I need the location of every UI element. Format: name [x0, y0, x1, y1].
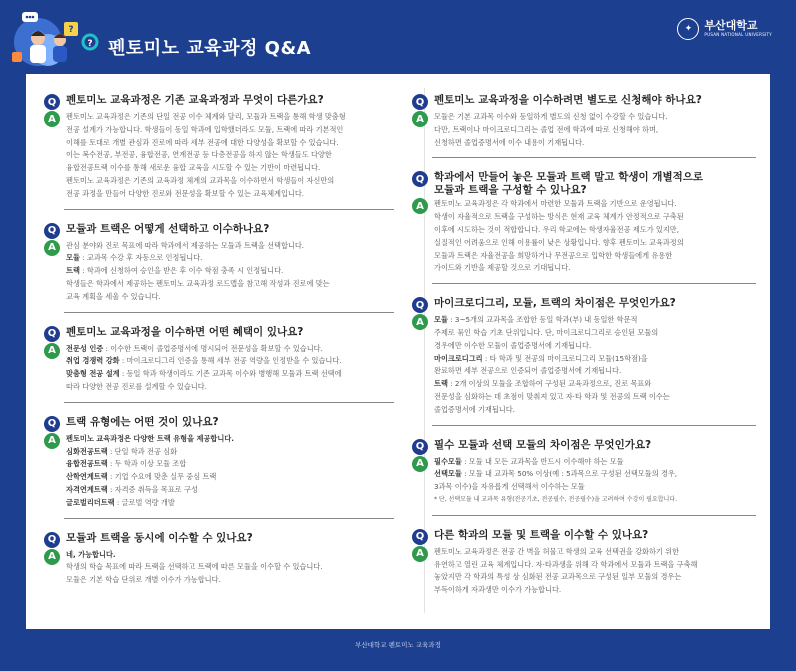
answer-text: [434, 314, 670, 416]
answer-line: 맞춤형 전공 설계 : 동일 학과 학생이라도 기존 교과목 이수와 병행해 모듈과 트랙 선택에: [66, 369, 342, 379]
answer-line: 트랙 : 2개 이상의 모듈을 조합하여 구성된 교육과정으로, 진로 목표와: [434, 379, 652, 389]
question-badge-icon: Q: [44, 416, 60, 432]
question-badge-icon: Q: [44, 94, 60, 110]
answer-badge-icon: A: [412, 456, 428, 472]
answer-line: 3과목 이수)을 자유롭게 선택해서 이수하는 모듈: [434, 482, 585, 492]
question-badge-icon: Q: [44, 223, 60, 239]
logo-subtitle: PUSAN NATIONAL UNIVERSITY: [704, 32, 772, 37]
qa-item: [412, 529, 756, 597]
answer-line: 모듈과 트랙은 자율전공을 희망하거나 무전공으로 입학한 학생들에게 유용한: [434, 250, 673, 260]
answer-line: 필수모듈 : 모듈 내 모든 교과목을 반드시 이수해야 하는 모듈: [434, 456, 624, 466]
question-badge-icon: Q: [44, 532, 60, 548]
answer-line: 놓았지만 각 학과의 특성 상 심화된 전공 교과목으로 구성된 일부 모듈의 경우는: [434, 572, 682, 582]
qa-item: [44, 94, 394, 210]
question-text: 펜토미노 교육과정을 이수하려면 별도로 신청해야 하나요?: [434, 94, 702, 106]
answer-line: 가이드와 기반을 제공할 것으로 기대됩니다.: [434, 263, 571, 273]
answer-text: [66, 343, 342, 394]
answer-text: [66, 549, 323, 587]
answer-line: 융합전공트랙 : 두 학과 이상 모듈 조합: [66, 459, 187, 469]
answer-line: 경우에만 이수한 모듈이 졸업증명서에 기재됩니다.: [434, 340, 592, 350]
answer-key-term: 자격연계트랙: [66, 484, 108, 494]
answer-key-term: 심화전공트랙: [66, 446, 108, 456]
university-seal-icon: ✦: [677, 18, 699, 40]
answer-line: 다만, 트랙이나 마이크로디그리는 졸업 전에 학과에 따로 신청해야 하며,: [434, 124, 659, 134]
answer-line: 마이크로디그리 : 타 학과 및 전공의 마이크로디그리 모듈(15학점)을: [434, 353, 648, 363]
answer-line: 학생의 학습 목표에 따라 트랙을 선택하고 트랙에 따른 모듈을 이수할 수 있습니다.: [66, 562, 323, 572]
svg-text:?: ?: [87, 39, 93, 49]
qa-item: [44, 326, 394, 403]
answer-line: 모듈은 기본 교과목 이수와 동일하게 별도의 신청 없이 수강할 수 있습니다.: [434, 112, 668, 121]
answer-line: 선택모듈 : 모듈 내 교과목 50% 이상(예 : 5과목으로 구성된 선택모듈의 경우,: [434, 469, 678, 479]
answer-badge-icon: A: [412, 314, 428, 330]
answer-badge-icon: A: [44, 433, 60, 449]
answer-badge-icon: A: [412, 111, 428, 127]
answer-line: 실질적인 어려움으로 인해 이용률이 낮은 상황입니다. 향후 펜토미노 교육과정의: [434, 237, 684, 247]
question-badge-icon: Q: [412, 439, 428, 455]
qa-item: [412, 439, 756, 516]
answer-line: 모듈 : 3~5개의 교과목을 조합한 동일 학과(부) 내 동일한 학문적: [434, 315, 638, 325]
answer-line: 이후에 시도하는 것이 적합합니다. 우리 학교에는 학생자율전공 제도가 있지만,: [434, 224, 680, 234]
answer-line: 전공 설계가 가능합니다. 학생들이 동일 학과에 입학했더라도 모듈, 트랙에 따라 기본적인: [66, 124, 344, 134]
separator: [64, 312, 394, 313]
answer-line: 전공 과정을 만들어 다양한 진로와 전문성을 확보할 수 있는 교육체계입니다.: [66, 188, 305, 198]
answer-line: 전문성을 심화하는 데 초점이 맞춰져 있고 자·타 학과 및 전공의 트랙 이수는: [434, 391, 670, 401]
answer-text: [66, 433, 234, 510]
question-text: 마이크로디그리, 모듈, 트랙의 차이점은 무엇인가요?: [434, 297, 676, 310]
answer-key-term: 트랙: [66, 266, 80, 276]
answer-line: 따라 다양한 전공 진로를 설계할 수 있습니다.: [66, 381, 207, 391]
answer-line: 관심 분야와 진로 목표에 따라 학과에서 제공하는 모듈과 트랙을 선택합니다.: [66, 240, 305, 250]
answer-line: 자격연계트랙 : 자격증 취득을 목표로 구성: [66, 484, 198, 494]
question-text: 모듈과 트랙을 동시에 이수할 수 있나요?: [66, 531, 253, 544]
answer-note: * 단, 선택모듈 내 교과목 유형(전공기초, 전공필수, 전공필수)을 고려하여 수강이 필요합니다.: [434, 495, 678, 503]
separator: [432, 157, 756, 158]
answer-key-term: 융합전공트랙: [66, 459, 108, 469]
answer-text: [66, 111, 346, 201]
logo-name: 부산대학교: [704, 19, 758, 32]
answer-text: [434, 198, 684, 275]
answer-badge-icon: A: [44, 343, 60, 359]
right-column: [412, 88, 756, 597]
answer-line: 펜토미노 교육과정은 기존의 교육과정 체계의 교과목을 이수하면서 학생들이 자신만의: [66, 175, 335, 185]
qa-item: [412, 94, 756, 158]
answer-line: 글로벌리더트랙 : 글로벌 역량 개발: [66, 497, 175, 507]
question-text: 다른 학과의 모듈 및 트랙을 이수할 수 있나요?: [434, 528, 649, 541]
answer-badge-icon: A: [44, 240, 60, 256]
answer-line: 부득이하게 자과생만 이수가 가능합니다.: [434, 585, 562, 595]
question-text-line2: 모듈과 트랙을 구성할 수 있나요?: [434, 184, 587, 197]
question-badge-icon: Q: [412, 94, 428, 110]
question-badge-icon: Q: [412, 171, 428, 187]
answer-line: 모듈은 기본 학습 단위로 개별 이수가 가능합니다.: [66, 575, 221, 585]
answer-line: 취업 경쟁력 강화 : 마이크로디그리 인증을 통해 세부 전공 역량을 인정받을 수 있습니다.: [66, 356, 342, 366]
page-title: 펜토미노 교육과정 Q&A: [108, 38, 312, 59]
separator: [432, 515, 756, 516]
answer-line: 네, 가능합니다.: [66, 549, 116, 559]
answer-line: 펜토미노 교육과정은 다양한 트랙 유형을 제공합니다.: [66, 433, 234, 443]
answer-text: [66, 240, 330, 304]
question-text: 필수 모듈과 선택 모듈의 차이점은 무엇인가요?: [434, 438, 652, 451]
answer-key-term: 모듈: [66, 253, 80, 263]
answer-text: [434, 111, 667, 149]
question-badge-icon: Q: [412, 297, 428, 313]
question-text: 학과에서 만들어 놓은 모듈과 트랙 말고 학생이 개별적으로: [434, 171, 704, 184]
question-badge-icon: Q: [412, 529, 428, 545]
header: [0, 0, 796, 66]
answer-line: 융합전공트랙 이수를 통해 새로운 융합 교육을 시도할 수 있는 기반이 마련됩니다.: [66, 163, 321, 173]
answer-line: 이는 복수전공, 부전공, 융합전공, 연계전공 등 다층전공을 하지 않는 학생들도 다양한: [66, 150, 332, 160]
answer-line: 신청하면 졸업증명서에 이수 내용이 기재됩니다.: [434, 137, 585, 147]
answer-badge-icon: A: [412, 546, 428, 562]
answer-key-term: 모듈: [434, 315, 448, 325]
answer-line: 완료하면 세부 전공으로 인증되어 졸업증명서에 기재됩니다.: [434, 366, 622, 376]
mascot-illustration: [8, 8, 108, 70]
qa-item: [44, 532, 394, 587]
answer-line: 주제로 묶인 학습 기초 단위입니다. 단, 마이크로디그리로 승인된 모듈의: [434, 327, 659, 337]
answer-key-term: 트랙: [434, 379, 448, 389]
question-text: 펜토미노 교육과정은 기존 교육과정과 무엇이 다른가요?: [66, 94, 324, 106]
answer-key-term: 마이크로디그리: [434, 353, 483, 363]
answer-line: 유연하고 열린 교육 체계입니다. 자·타과생을 위해 각 학과에서 모듈과 트랙을 구축해: [434, 559, 698, 569]
answer-line: 학생이 자율적으로 트랙을 구성하는 방식은 현재 교육 체계가 안정적으로 구축된: [434, 212, 684, 222]
answer-line: 펜토미노 교육과정은 기존의 단일 전공 이수 체계와 달리, 모듈과 트랙을 통해 학생 맞춤형: [66, 112, 346, 121]
answer-line: 산학연계트랙 : 기업 수요에 맞춘 실무 중심 트랙: [66, 472, 217, 482]
answer-line: 이해를 토대로 개별 관심과 진로에 따라 세부 전공에 대한 다양성을 확보할 수 있습니다.: [66, 137, 339, 147]
answer-line: 펜토미노 교육과정은 각 학과에서 마련한 모듈과 트랙을 기반으로 운영됩니다.: [434, 199, 677, 209]
qa-item: [44, 416, 394, 519]
question-text: 트랙 유형에는 어떤 것이 있나요?: [66, 415, 219, 428]
answer-key-term: 필수모듈: [434, 456, 462, 466]
answer-key-term: 취업 경쟁력 강화: [66, 356, 120, 366]
answer-line: 트랙 : 학과에 신청하여 승인을 받은 후 이수 학점 충족 시 인정됩니다.: [66, 266, 284, 276]
separator: [432, 283, 756, 284]
university-logo: [677, 18, 772, 40]
answer-badge-icon: A: [44, 549, 60, 565]
answer-line: 심화전공트랙 : 단일 학과 전공 심화: [66, 446, 178, 456]
svg-text:?: ?: [68, 25, 74, 35]
question-text: 모듈과 트랙은 어떻게 선택하고 이수하나요?: [66, 222, 270, 235]
answer-line: 교육 계획을 세울 수 있습니다.: [66, 291, 161, 301]
qa-item: [412, 171, 756, 284]
answer-key-term: 선택모듈: [434, 469, 462, 479]
answer-line: 모듈 : 교과목 수강 후 자동으로 인정됩니다.: [66, 253, 203, 263]
answer-key-term: 산학연계트랙: [66, 472, 108, 482]
answer-line: 펜토미노 교육과정은 전공 간 벽을 허물고 학생의 교육 선택권을 강화하기 위한: [434, 546, 680, 556]
footer-text: 부산대학교 펜토미노 교육과정: [355, 641, 441, 649]
answer-line: 학생들은 학과에서 제공하는 펜토미노 교육과정 로드맵을 참고해 작성과 진로에 맞는: [66, 278, 330, 288]
question-badge-icon: Q: [44, 326, 60, 342]
answer-text: [434, 456, 677, 507]
answer-key-term: 글로벌리더트랙: [66, 497, 115, 507]
answer-line: 전문성 인증 : 이수한 트랙이 졸업증명서에 명시되어 전문성을 확보할 수 있습니다.: [66, 343, 323, 353]
qa-card: [26, 74, 770, 629]
answer-badge-icon: A: [44, 111, 60, 127]
separator: [64, 518, 394, 519]
qa-item: [412, 297, 756, 425]
answer-key-term: 전문성 인증: [66, 343, 104, 353]
separator: [64, 209, 394, 210]
answer-key-term: 맞춤형 전공 설계: [66, 369, 120, 379]
question-text: 펜토미노 교육과정을 이수하면 어떤 혜택이 있나요?: [66, 325, 304, 338]
answer-line: 졸업증명서에 기재됩니다.: [434, 404, 515, 414]
separator: [432, 425, 756, 426]
answer-badge-icon: A: [412, 198, 428, 214]
answer-text: [434, 546, 698, 597]
left-column: [44, 88, 394, 587]
separator: [64, 402, 394, 403]
qa-item: [44, 223, 394, 313]
